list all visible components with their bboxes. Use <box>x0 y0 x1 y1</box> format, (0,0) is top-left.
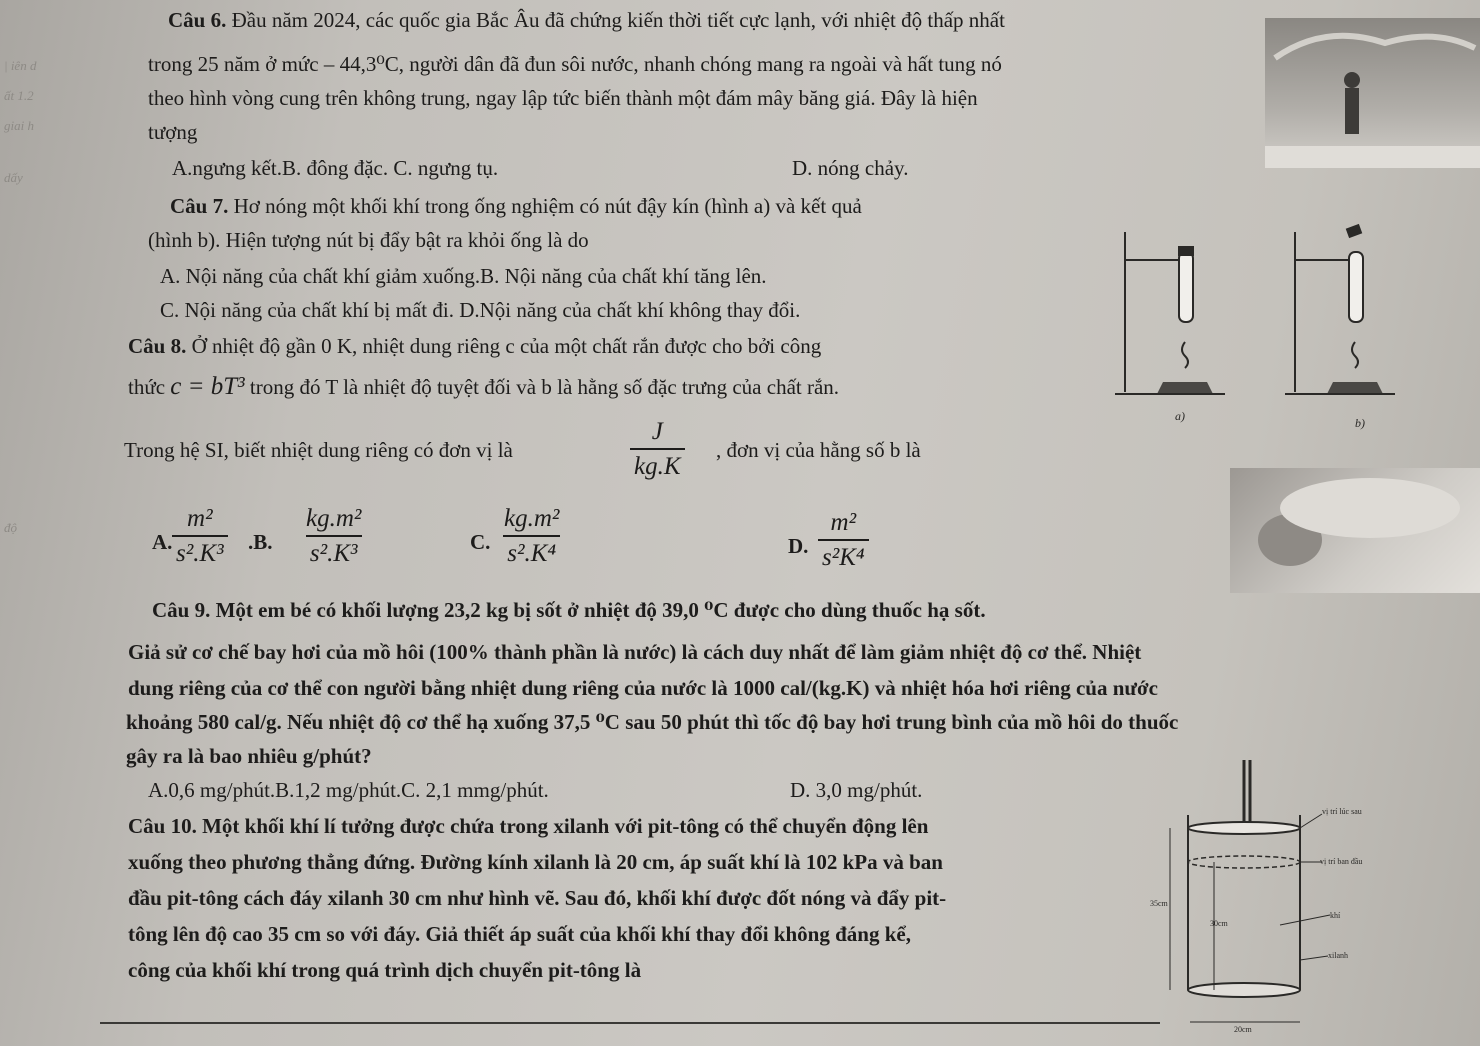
q6-line4: tượng <box>148 120 198 144</box>
label-initial-position: vị trí ban đầu <box>1320 857 1363 866</box>
margin-bleed: | iên d <box>4 58 37 73</box>
q7-label: Câu 7. <box>170 194 229 218</box>
q8-formula-desc: trong đó T là nhiệt độ tuyệt đối và b là hằng số đặc trưng của chất rắn. <box>249 375 840 399</box>
q8-unit-den: kg.K <box>630 448 685 481</box>
q10-line1 <box>128 816 928 837</box>
q6-line3: theo hình vòng cung trên không trung, ngay lập tức biến thành một đám mây băng giá. Đây là hiện <box>148 86 978 110</box>
q9-options: A.0,6 mg/phút.B.1,2 mg/phút.C. 2,1 mmg/phút. <box>148 778 549 802</box>
q8-c-den: s².K⁴ <box>503 535 560 568</box>
baby-figure <box>1230 468 1480 593</box>
q8-d-den: s²K⁴ <box>818 539 869 572</box>
q8-unit-num: J <box>651 418 663 445</box>
q9-line3: dung riêng của cơ thể con người bằng nhiệt dung riêng của nước là 1000 cal/(kg.K) và nhiệt hóa hơi riêng của nước <box>128 676 1158 700</box>
label-diameter: 20cm <box>1234 1025 1252 1034</box>
q8-formula-intro: thức <box>128 375 166 399</box>
q8-b-den: s².K³ <box>306 535 362 568</box>
margin-bleed: độ <box>4 520 17 535</box>
label-final-position: vị trí lúc sau <box>1322 807 1362 816</box>
q6-label: Câu 6. <box>168 8 227 32</box>
q8-option-a-label: A. <box>152 530 173 554</box>
q10-line4: tông lên độ cao 35 cm so với đáy. Giả thiết áp suất của khối khí thay đổi không đáng kể, <box>128 922 911 946</box>
q8-si-unit <box>630 418 685 481</box>
q9-text1: Một em bé có khối lượng 23,2 kg bị sốt ở nhiệt độ 39,0 ⁰C được cho dùng thuốc hạ sốt. <box>215 598 986 622</box>
label-height-35: 35cm <box>1150 899 1168 908</box>
q9-option-d: D. 3,0 mg/phút. <box>790 778 923 802</box>
q10-line5: công của khối khí trong quá trình dịch chuyển pit-tông là <box>128 958 642 982</box>
q8-line3-post: , đơn vị của hằng số b là <box>716 438 921 462</box>
q9-line1 <box>152 600 986 621</box>
q8-option-d <box>818 509 869 572</box>
margin-bleed: giai h <box>4 118 34 133</box>
q8-option-a <box>172 505 228 568</box>
q9-line2: Giả sử cơ chế bay hơi của mồ hôi (100% thành phần là nước) là cách duy nhất để làm giảm nhiệt độ cơ thể. Nhiệt <box>128 640 1142 664</box>
label-height-30: 30cm <box>1210 919 1228 928</box>
q9-line4: khoảng 580 cal/g. Nếu nhiệt độ cơ thể hạ xuống 37,5 ⁰C sau 50 phút thì tốc độ bay hơi trung bình của mồ hôi do thuốc <box>126 710 1179 734</box>
q7-line1 <box>170 196 862 217</box>
q8-option-b-label: .B. <box>248 530 273 554</box>
q6-option-d: D. nóng chảy. <box>792 156 909 180</box>
q7-line2: (hình b). Hiện tượng nút bị đẩy bật ra khỏi ống là do <box>148 228 589 252</box>
margin-bleed: dấy <box>4 170 23 185</box>
q9-line5: gây ra là bao nhiêu g/phút? <box>126 744 372 768</box>
q10-label: Câu 10. <box>128 814 197 838</box>
q8-option-d-label: D. <box>788 534 809 558</box>
q8-line1 <box>128 336 821 357</box>
q7-text1: Hơ nóng một khối khí trong ống nghiệm có nút đậy kín (hình a) và kết quả <box>233 194 862 218</box>
q8-option-c <box>500 505 563 568</box>
q8-b-num: kg.m² <box>306 505 362 532</box>
q7-options-ab: A. Nội năng của chất khí giảm xuống.B. Nội năng của chất khí tăng lên. <box>160 264 767 288</box>
q6-line1 <box>168 10 1005 31</box>
fig-a-label: a) <box>1175 409 1185 423</box>
boiling-water-photo <box>1265 18 1480 168</box>
label-gas: khí <box>1330 911 1341 920</box>
q8-formula: c = bT³ <box>170 373 245 400</box>
margin-bleed: ất 1.2 <box>4 88 34 103</box>
photo-figures <box>1265 18 1480 168</box>
q8-text1: Ở nhiệt độ gần 0 K, nhiệt dung riêng c của một chất rắn được cho bởi công <box>191 334 822 358</box>
q8-a-den: s².K³ <box>172 535 228 568</box>
q8-c-num: kg.m² <box>504 505 560 532</box>
baby-photo <box>1230 468 1480 593</box>
q6-text1: Đầu năm 2024, các quốc gia Bắc Âu đã chứng kiến thời tiết cực lạnh, với nhiệt độ thấp nhất <box>231 8 1005 32</box>
q9-label: Câu 9. <box>152 598 211 622</box>
q8-line3-pre: Trong hệ SI, biết nhiệt dung riêng có đơn vị là <box>124 438 513 462</box>
q8-a-num: m² <box>187 505 213 532</box>
q8-d-num: m² <box>830 509 857 536</box>
q6-options: A.ngưng kết.B. đông đặc. C. ngưng tụ. <box>172 156 499 180</box>
q10-line2: xuống theo phương thẳng đứng. Đường kính xilanh là 20 cm, áp suất khí là 102 kPa và ban <box>128 850 943 874</box>
q8-option-c-label: C. <box>470 530 491 554</box>
q6-line2: trong 25 năm ở mức – 44,3⁰C, người dân đã đun sôi nước, nhanh chóng mang ra ngoài và hất tung nó <box>148 52 1002 76</box>
bottom-rule <box>100 1022 1160 1024</box>
cylinder-figure <box>1150 760 1363 1040</box>
q8-option-b <box>302 505 365 568</box>
q7-options-cd: C. Nội năng của chất khí bị mất đi. D.Nội năng của chất khí không thay đổi. <box>160 298 801 322</box>
q10-line3: đầu pit-tông cách đáy xilanh 30 cm như hình vẽ. Sau đó, khối khí được đốt nóng và đẩy pit- <box>128 886 947 910</box>
q8-label: Câu 8. <box>128 334 187 358</box>
test-tube-figure <box>1115 222 1405 444</box>
fig-b-label: b) <box>1355 416 1365 430</box>
q8-line2 <box>128 374 839 399</box>
q10-text1: Một khối khí lí tưởng được chứa trong xilanh với pit-tông có thể chuyển động lên <box>202 814 929 838</box>
label-cylinder: xilanh <box>1328 951 1348 960</box>
